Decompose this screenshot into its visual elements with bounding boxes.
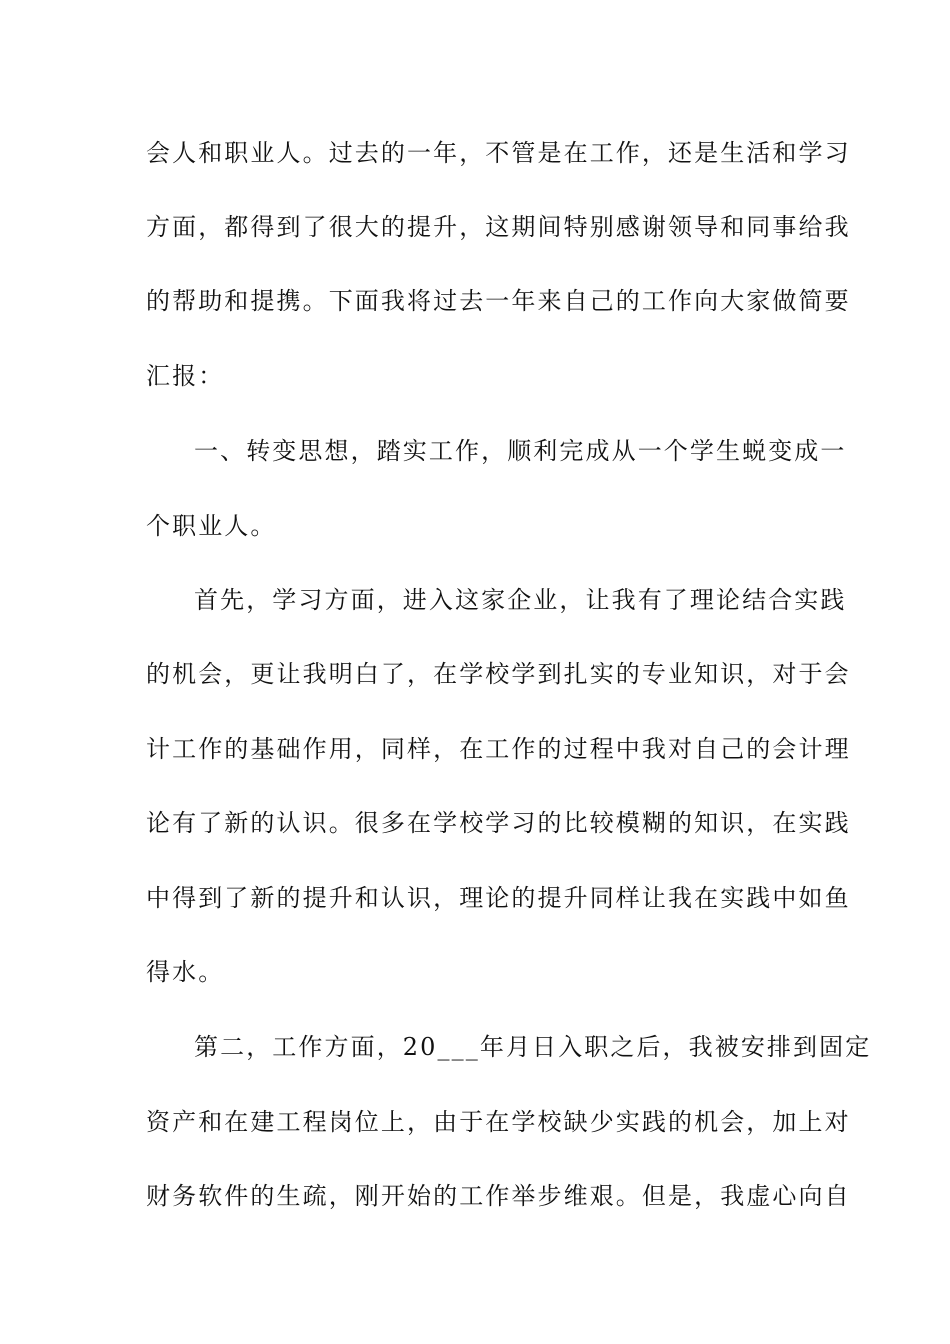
text-line: 汇报： xyxy=(146,362,225,390)
text-line: 计工作的基础作用，同样，在工作的过程中我对自己的会计理 xyxy=(146,735,851,763)
text-line: 的帮助和提携。下面我将过去一年来自己的工作向大家做简要 xyxy=(146,287,851,315)
text-line: 资产和在建工程岗位上，由于在学校缺少实践的机会，加上对 xyxy=(146,1108,851,1136)
text-line: 的机会，更让我明白了，在学校学到扎实的专业知识，对于会 xyxy=(146,660,851,688)
paragraph-start: 第二，工作方面，20___年月日入职之后，我被安排到固定 xyxy=(194,1033,872,1061)
text-line: 财务软件的生疏，刚开始的工作举步维艰。但是，我虚心向自 xyxy=(146,1182,851,1210)
text-line: 方面，都得到了很大的提升，这期间特别感谢领导和同事给我 xyxy=(146,213,851,241)
text-line: 得水。 xyxy=(146,958,225,986)
paragraph-start: 首先，学习方面，进入这家企业，让我有了理论结合实践 xyxy=(194,586,847,614)
text-line: 会人和职业人。过去的一年，不管是在工作，还是生活和学习 xyxy=(146,139,851,167)
text-line: 中得到了新的提升和认识，理论的提升同样让我在实践中如鱼 xyxy=(146,884,851,912)
text-line: 个职业人。 xyxy=(146,512,277,540)
section-heading: 一、转变思想，踏实工作，顺利完成从一个学生蜕变成一 xyxy=(194,437,847,465)
text-line: 论有了新的认识。很多在学校学习的比较模糊的知识，在实践 xyxy=(146,809,851,837)
